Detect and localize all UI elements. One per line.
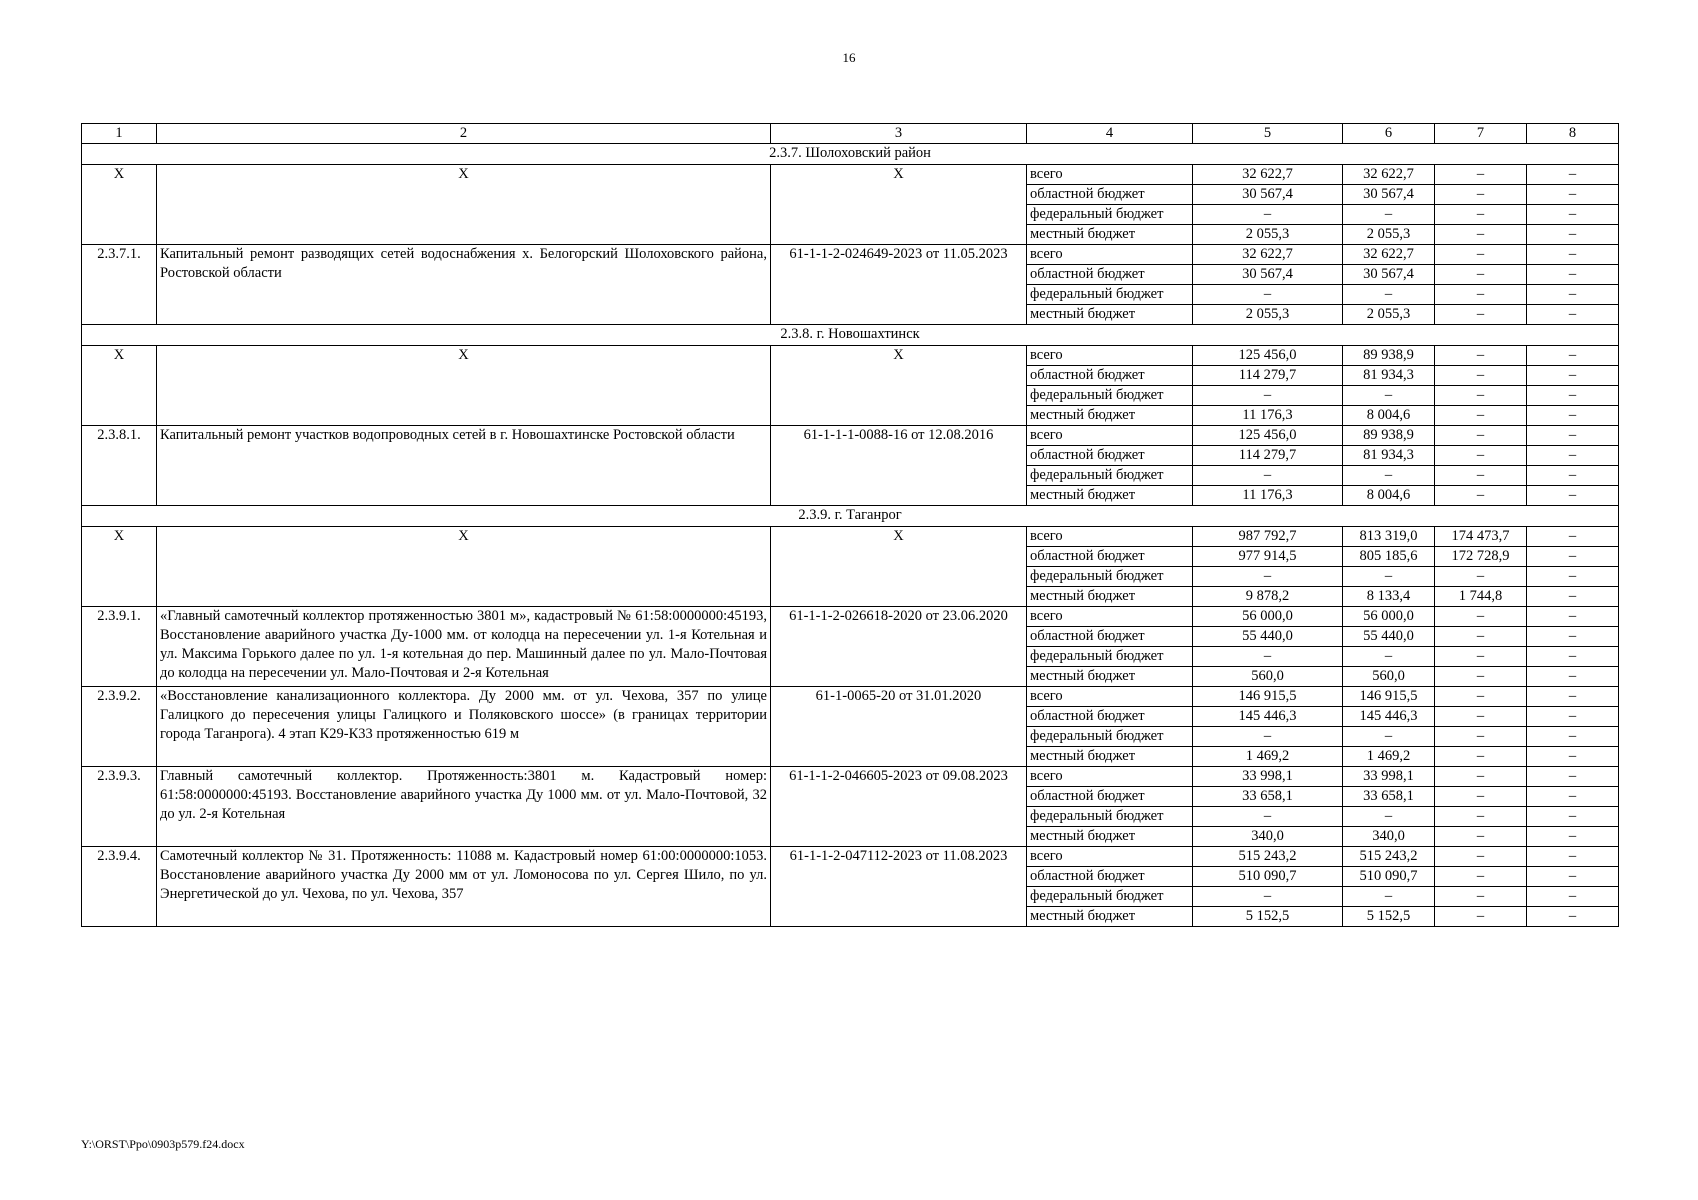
funding-source: всего — [1027, 687, 1193, 707]
value-col8: – — [1527, 466, 1619, 486]
funding-source: федеральный бюджет — [1027, 567, 1193, 587]
section-title: 2.3.9. г. Таганрог — [82, 506, 1619, 527]
value-col6: 805 185,6 — [1343, 547, 1435, 567]
value-col7: – — [1435, 366, 1527, 386]
value-col7: – — [1435, 225, 1527, 245]
item-document: X — [771, 165, 1027, 245]
value-col8: – — [1527, 607, 1619, 627]
value-col6: 81 934,3 — [1343, 446, 1435, 466]
value-col8: – — [1527, 707, 1619, 727]
table-row — [82, 165, 1619, 185]
item-name: X — [157, 165, 771, 245]
table-row — [82, 767, 1619, 787]
value-col8: – — [1527, 426, 1619, 446]
value-col5: – — [1193, 205, 1343, 225]
value-col7: – — [1435, 847, 1527, 867]
column-number: 2 — [157, 124, 771, 144]
value-col8: – — [1527, 887, 1619, 907]
item-name: X — [157, 346, 771, 426]
table-row — [82, 687, 1619, 707]
funding-source: всего — [1027, 426, 1193, 446]
value-col8: – — [1527, 687, 1619, 707]
value-col6: 8 004,6 — [1343, 406, 1435, 426]
value-col5: – — [1193, 567, 1343, 587]
value-col6: 2 055,3 — [1343, 225, 1435, 245]
column-number: 5 — [1193, 124, 1343, 144]
funding-source: областной бюджет — [1027, 185, 1193, 205]
item-document: 61-1-1-2-047112-2023 от 11.08.2023 — [771, 847, 1027, 927]
item-name: Самотечный коллектор № 31. Протяженность: 11088 м. Кадастровый номер 61:00:0000000:1053. Восстановление аварийного участка Ду 2000 мм от ул. Ломоносова по ул. Сергея Шило, по ул. Энергетической до ул. Чехова, по ул. Чехова, 357 — [157, 847, 771, 927]
value-col6: 2 055,3 — [1343, 305, 1435, 325]
value-col6: 89 938,9 — [1343, 346, 1435, 366]
value-col5: 340,0 — [1193, 827, 1343, 847]
column-number: 6 — [1343, 124, 1435, 144]
value-col7: – — [1435, 627, 1527, 647]
value-col8: – — [1527, 386, 1619, 406]
funding-source: всего — [1027, 245, 1193, 265]
value-col6: – — [1343, 466, 1435, 486]
table-row — [82, 426, 1619, 446]
value-col6: 5 152,5 — [1343, 907, 1435, 927]
value-col6: – — [1343, 285, 1435, 305]
value-col6: – — [1343, 647, 1435, 667]
section-title: 2.3.8. г. Новошахтинск — [82, 325, 1619, 346]
value-col6: 8 133,4 — [1343, 587, 1435, 607]
value-col7: – — [1435, 867, 1527, 887]
item-document: X — [771, 346, 1027, 426]
value-col6: 145 446,3 — [1343, 707, 1435, 727]
value-col7: – — [1435, 767, 1527, 787]
value-col7: – — [1435, 607, 1527, 627]
value-col6: – — [1343, 205, 1435, 225]
value-col7: – — [1435, 827, 1527, 847]
value-col8: – — [1527, 667, 1619, 687]
funding-source: местный бюджет — [1027, 747, 1193, 767]
value-col6: 515 243,2 — [1343, 847, 1435, 867]
value-col6: 33 998,1 — [1343, 767, 1435, 787]
table-body — [82, 124, 1619, 927]
value-col7: – — [1435, 446, 1527, 466]
value-col6: 32 622,7 — [1343, 245, 1435, 265]
funding-source: областной бюджет — [1027, 547, 1193, 567]
value-col8: – — [1527, 787, 1619, 807]
value-col6: – — [1343, 807, 1435, 827]
value-col5: 2 055,3 — [1193, 225, 1343, 245]
value-col6: 340,0 — [1343, 827, 1435, 847]
item-document: 61-1-1-2-026618-2020 от 23.06.2020 — [771, 607, 1027, 687]
value-col5: 145 446,3 — [1193, 707, 1343, 727]
value-col8: – — [1527, 827, 1619, 847]
value-col5: – — [1193, 887, 1343, 907]
value-col6: 81 934,3 — [1343, 366, 1435, 386]
item-code: X — [82, 527, 157, 607]
value-col7: 172 728,9 — [1435, 547, 1527, 567]
value-col8: – — [1527, 627, 1619, 647]
value-col8: – — [1527, 225, 1619, 245]
funding-source: всего — [1027, 346, 1193, 366]
value-col7: – — [1435, 466, 1527, 486]
value-col7: – — [1435, 165, 1527, 185]
funding-source: местный бюджет — [1027, 587, 1193, 607]
value-col8: – — [1527, 486, 1619, 506]
value-col7: – — [1435, 426, 1527, 446]
table-row — [82, 527, 1619, 547]
column-number: 3 — [771, 124, 1027, 144]
item-code: X — [82, 165, 157, 245]
value-col7: – — [1435, 386, 1527, 406]
value-col7: – — [1435, 406, 1527, 426]
funding-source: федеральный бюджет — [1027, 647, 1193, 667]
column-number: 1 — [82, 124, 157, 144]
value-col5: 125 456,0 — [1193, 346, 1343, 366]
value-col5: 33 658,1 — [1193, 787, 1343, 807]
value-col8: – — [1527, 767, 1619, 787]
value-col6: 89 938,9 — [1343, 426, 1435, 446]
value-col8: – — [1527, 305, 1619, 325]
value-col6: – — [1343, 727, 1435, 747]
section-row — [82, 325, 1619, 346]
value-col8: – — [1527, 847, 1619, 867]
value-col5: – — [1193, 466, 1343, 486]
funding-source: областной бюджет — [1027, 787, 1193, 807]
funding-source: федеральный бюджет — [1027, 205, 1193, 225]
value-col5: 146 915,5 — [1193, 687, 1343, 707]
item-code: 2.3.9.4. — [82, 847, 157, 927]
value-col6: 30 567,4 — [1343, 265, 1435, 285]
value-col5: 33 998,1 — [1193, 767, 1343, 787]
value-col7: – — [1435, 647, 1527, 667]
value-col5: 1 469,2 — [1193, 747, 1343, 767]
funding-source: местный бюджет — [1027, 667, 1193, 687]
item-code: 2.3.9.3. — [82, 767, 157, 847]
value-col8: – — [1527, 527, 1619, 547]
value-col8: – — [1527, 727, 1619, 747]
value-col5: – — [1193, 727, 1343, 747]
value-col7: – — [1435, 727, 1527, 747]
value-col5: – — [1193, 807, 1343, 827]
value-col8: – — [1527, 346, 1619, 366]
table-row — [82, 245, 1619, 265]
funding-source: местный бюджет — [1027, 406, 1193, 426]
budget-table — [81, 123, 1619, 927]
value-col7: – — [1435, 907, 1527, 927]
value-col5: – — [1193, 285, 1343, 305]
item-code: 2.3.8.1. — [82, 426, 157, 506]
value-col6: 146 915,5 — [1343, 687, 1435, 707]
value-col5: 30 567,4 — [1193, 265, 1343, 285]
column-number: 7 — [1435, 124, 1527, 144]
value-col5: 32 622,7 — [1193, 165, 1343, 185]
value-col7: – — [1435, 245, 1527, 265]
value-col7: – — [1435, 346, 1527, 366]
funding-source: всего — [1027, 607, 1193, 627]
value-col7: – — [1435, 185, 1527, 205]
funding-source: областной бюджет — [1027, 707, 1193, 727]
value-col6: 56 000,0 — [1343, 607, 1435, 627]
value-col6: 510 090,7 — [1343, 867, 1435, 887]
funding-source: федеральный бюджет — [1027, 466, 1193, 486]
value-col5: 114 279,7 — [1193, 446, 1343, 466]
funding-source: всего — [1027, 165, 1193, 185]
value-col8: – — [1527, 446, 1619, 466]
value-col7: – — [1435, 707, 1527, 727]
value-col7: – — [1435, 285, 1527, 305]
value-col6: – — [1343, 887, 1435, 907]
item-document: 61-1-1-2-024649-2023 от 11.05.2023 — [771, 245, 1027, 325]
value-col6: – — [1343, 386, 1435, 406]
value-col8: – — [1527, 587, 1619, 607]
value-col7: – — [1435, 305, 1527, 325]
value-col6: 560,0 — [1343, 667, 1435, 687]
value-col6: 1 469,2 — [1343, 747, 1435, 767]
value-col7: – — [1435, 747, 1527, 767]
table-row — [82, 607, 1619, 627]
value-col5: – — [1193, 647, 1343, 667]
value-col7: – — [1435, 265, 1527, 285]
funding-source: областной бюджет — [1027, 867, 1193, 887]
funding-source: федеральный бюджет — [1027, 285, 1193, 305]
value-col6: 55 440,0 — [1343, 627, 1435, 647]
funding-source: федеральный бюджет — [1027, 807, 1193, 827]
value-col5: 125 456,0 — [1193, 426, 1343, 446]
value-col8: – — [1527, 165, 1619, 185]
value-col8: – — [1527, 285, 1619, 305]
value-col8: – — [1527, 907, 1619, 927]
section-row — [82, 506, 1619, 527]
column-number: 8 — [1527, 124, 1619, 144]
value-col8: – — [1527, 406, 1619, 426]
value-col6: 33 658,1 — [1343, 787, 1435, 807]
value-col8: – — [1527, 747, 1619, 767]
value-col8: – — [1527, 185, 1619, 205]
value-col5: 510 090,7 — [1193, 867, 1343, 887]
value-col7: – — [1435, 687, 1527, 707]
value-col5: 11 176,3 — [1193, 406, 1343, 426]
value-col6: 32 622,7 — [1343, 165, 1435, 185]
funding-source: федеральный бюджет — [1027, 386, 1193, 406]
value-col5: 56 000,0 — [1193, 607, 1343, 627]
item-code: 2.3.9.1. — [82, 607, 157, 687]
funding-source: федеральный бюджет — [1027, 887, 1193, 907]
value-col7: – — [1435, 887, 1527, 907]
funding-source: местный бюджет — [1027, 305, 1193, 325]
item-code: 2.3.7.1. — [82, 245, 157, 325]
funding-source: местный бюджет — [1027, 907, 1193, 927]
value-col8: – — [1527, 366, 1619, 386]
section-title: 2.3.7. Шолоховский район — [82, 144, 1619, 165]
item-name: «Главный самотечный коллектор протяженностью 3801 м», кадастровый № 61:58:0000000:45193, Восстановление аварийного участка Ду-1000 мм. от колодца на пересечении ул. 1-я Котельная и ул. Максима Горького далее по ул. 1-я котельная до пер. Машинный далее по ул. Мало-Почтовая до колодца на пересечении ул. Мало-Почтовая и 2-я Котельная — [157, 607, 771, 687]
footer-file-path: Y:\ORST\Ppo\0903p579.f24.docx — [81, 1137, 245, 1151]
value-col5: 987 792,7 — [1193, 527, 1343, 547]
column-number-row — [82, 124, 1619, 144]
value-col5: 55 440,0 — [1193, 627, 1343, 647]
value-col8: – — [1527, 647, 1619, 667]
funding-source: местный бюджет — [1027, 225, 1193, 245]
item-document: 61-1-1-2-046605-2023 от 09.08.2023 — [771, 767, 1027, 847]
value-col8: – — [1527, 205, 1619, 225]
value-col5: 32 622,7 — [1193, 245, 1343, 265]
funding-source: областной бюджет — [1027, 366, 1193, 386]
item-code: 2.3.9.2. — [82, 687, 157, 767]
value-col5: 2 055,3 — [1193, 305, 1343, 325]
funding-source: федеральный бюджет — [1027, 727, 1193, 747]
page-number: 16 — [842, 50, 856, 65]
value-col5: – — [1193, 386, 1343, 406]
value-col7: – — [1435, 567, 1527, 587]
value-col8: – — [1527, 547, 1619, 567]
funding-source: местный бюджет — [1027, 486, 1193, 506]
item-document: 61-1-1-1-0088-16 от 12.08.2016 — [771, 426, 1027, 506]
value-col5: 114 279,7 — [1193, 366, 1343, 386]
value-col5: 30 567,4 — [1193, 185, 1343, 205]
value-col7: 1 744,8 — [1435, 587, 1527, 607]
item-code: X — [82, 346, 157, 426]
funding-source: всего — [1027, 847, 1193, 867]
value-col7: – — [1435, 807, 1527, 827]
value-col5: 9 878,2 — [1193, 587, 1343, 607]
value-col7: – — [1435, 205, 1527, 225]
table-row — [82, 847, 1619, 867]
column-number: 4 — [1027, 124, 1193, 144]
funding-source: областной бюджет — [1027, 265, 1193, 285]
value-col7: – — [1435, 486, 1527, 506]
value-col8: – — [1527, 567, 1619, 587]
value-col5: 11 176,3 — [1193, 486, 1343, 506]
value-col5: 515 243,2 — [1193, 847, 1343, 867]
item-name: Капитальный ремонт участков водопроводных сетей в г. Новошахтинске Ростовской области — [157, 426, 771, 506]
funding-source: всего — [1027, 527, 1193, 547]
item-name: Капитальный ремонт разводящих сетей водоснабжения х. Белогорский Шолоховского района, Ростовской области — [157, 245, 771, 325]
item-name: X — [157, 527, 771, 607]
item-document: 61-1-0065-20 от 31.01.2020 — [771, 687, 1027, 767]
value-col5: 5 152,5 — [1193, 907, 1343, 927]
table-row — [82, 346, 1619, 366]
value-col5: 560,0 — [1193, 667, 1343, 687]
funding-source: областной бюджет — [1027, 446, 1193, 466]
value-col6: – — [1343, 567, 1435, 587]
value-col6: 8 004,6 — [1343, 486, 1435, 506]
value-col6: 30 567,4 — [1343, 185, 1435, 205]
value-col5: 977 914,5 — [1193, 547, 1343, 567]
funding-source: всего — [1027, 767, 1193, 787]
value-col6: 813 319,0 — [1343, 527, 1435, 547]
value-col7: – — [1435, 787, 1527, 807]
value-col7: 174 473,7 — [1435, 527, 1527, 547]
value-col8: – — [1527, 807, 1619, 827]
item-name: Главный самотечный коллектор. Протяженность:3801 м. Кадастровый номер: 61:58:0000000:45193. Восстановление аварийного участка Ду 1000 мм. от ул. Мало-Почтовой, 32 до ул. 2-я Котельная — [157, 767, 771, 847]
item-name: «Восстановление канализационного коллектора. Ду 2000 мм. от ул. Чехова, 357 по улице Галицкого до пересечения улицы Галицкого и Поляковского шоссе» (в границах территории города Таганрога). 4 этап К29-К33 протяженностью 619 м — [157, 687, 771, 767]
item-document: X — [771, 527, 1027, 607]
funding-source: областной бюджет — [1027, 627, 1193, 647]
value-col8: – — [1527, 245, 1619, 265]
funding-source: местный бюджет — [1027, 827, 1193, 847]
value-col8: – — [1527, 265, 1619, 285]
value-col7: – — [1435, 667, 1527, 687]
value-col8: – — [1527, 867, 1619, 887]
section-row — [82, 144, 1619, 165]
